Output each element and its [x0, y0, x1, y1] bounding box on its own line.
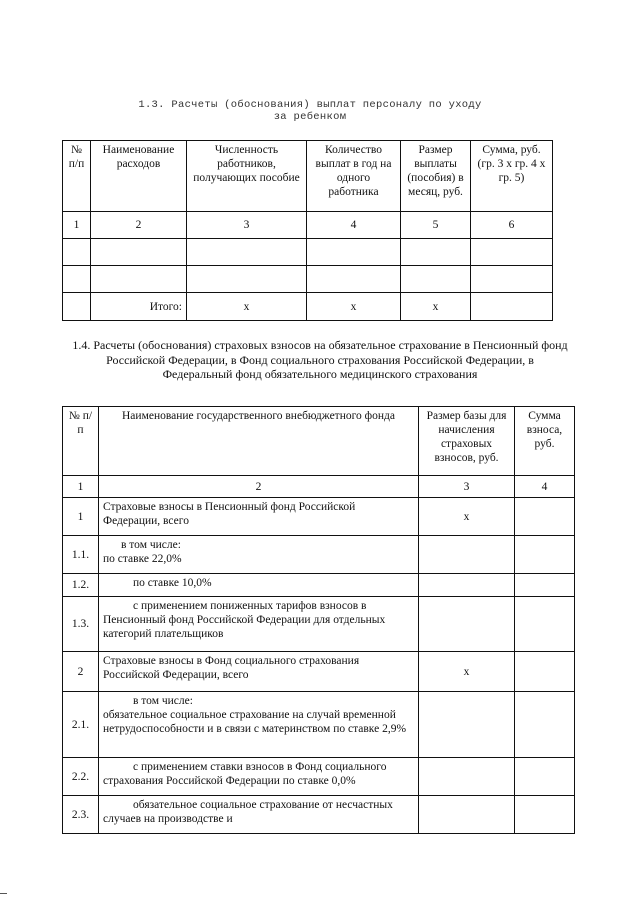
header-cell: № п/п — [63, 407, 99, 476]
cell — [63, 293, 91, 321]
row-number: 1.1. — [63, 536, 99, 574]
base-cell — [419, 796, 515, 834]
table-row — [63, 498, 575, 536]
amount-cell — [515, 652, 575, 692]
cell — [187, 239, 307, 266]
column-number: 1 — [63, 212, 91, 239]
base-cell — [419, 758, 515, 796]
fund-name: Страховые взносы в Фонд социального страхования Российской Федерации, всего — [99, 652, 419, 692]
insurance-contributions-table — [62, 406, 575, 834]
total-row — [63, 293, 553, 321]
column-number: 4 — [307, 212, 401, 239]
cell — [401, 239, 471, 266]
header-cell: Количество выплат в год на одного работника — [307, 141, 401, 212]
row-number: 2.3. — [63, 796, 99, 834]
column-number: 4 — [515, 476, 575, 498]
row-number: 2 — [63, 652, 99, 692]
amount-cell — [515, 758, 575, 796]
total-cell: х — [401, 293, 471, 321]
table-row — [63, 574, 575, 597]
header-cell: Наименование государственного внебюджетного фонда — [99, 407, 419, 476]
cell — [307, 266, 401, 293]
total-label: Итого: — [91, 293, 187, 321]
base-cell — [419, 597, 515, 652]
scan-edge-mark — [0, 893, 7, 894]
cell — [187, 266, 307, 293]
base-cell: х — [419, 652, 515, 692]
header-cell: Численность работников, получающих пособие — [187, 141, 307, 212]
column-number: 6 — [471, 212, 553, 239]
fund-name-line: по ставке 22,0% — [103, 553, 182, 565]
amount-cell — [515, 796, 575, 834]
base-cell — [419, 574, 515, 597]
cell — [63, 266, 91, 293]
table-row — [63, 597, 575, 652]
amount-cell — [515, 536, 575, 574]
row-number: 1.2. — [63, 574, 99, 597]
amount-cell — [515, 574, 575, 597]
fund-name-line: по ставке 10,0% — [133, 577, 212, 589]
header-cell: № п/п — [63, 141, 91, 212]
table-row — [63, 692, 575, 758]
table-header-row — [63, 141, 553, 212]
fund-name: обязательное социальное страхование от несчастных случаев на производстве и — [99, 796, 419, 834]
amount-cell — [515, 597, 575, 652]
fund-name — [99, 536, 419, 574]
amount-cell — [515, 692, 575, 758]
table-row — [63, 266, 553, 293]
amount-cell — [515, 498, 575, 536]
table-row — [63, 758, 575, 796]
fund-name-line: в том числе: — [121, 539, 181, 551]
header-cell: Сумма взноса, руб. — [515, 407, 575, 476]
heading-line-1: 1.3. Расчеты (обоснования) выплат персоналу по уходу — [138, 99, 482, 111]
base-cell — [419, 692, 515, 758]
section-1-4-heading: 1.4. Расчеты (обоснования) страховых взносов на обязательное страхование в Пенсионный фонд Российской Федерации, в Фонд социального страхования Российской Федерации, в Федеральный фонд обязательного медицинского страхования — [72, 338, 568, 381]
column-number: 3 — [187, 212, 307, 239]
column-number: 1 — [63, 476, 99, 498]
row-number: 2.1. — [63, 692, 99, 758]
row-number: 1 — [63, 498, 99, 536]
total-cell: х — [187, 293, 307, 321]
column-number: 5 — [401, 212, 471, 239]
table-row — [63, 536, 575, 574]
row-number: 1.3. — [63, 597, 99, 652]
fund-name-line: обязательное социальное страхование на случай временной нетрудоспособности и в связи с материнством по ставке 2,9% — [103, 709, 407, 735]
header-cell: Наименование расходов — [91, 141, 187, 212]
table-header-row — [63, 407, 575, 476]
cell — [91, 239, 187, 266]
header-cell: Размер базы для начисления страховых взносов, руб. — [419, 407, 515, 476]
column-number: 3 — [419, 476, 515, 498]
fund-name-line: в том числе: — [133, 695, 193, 707]
cell — [307, 239, 401, 266]
fund-name — [99, 692, 419, 758]
fund-name: с применением ставки взносов в Фонд социального страхования Российской Федерации по ставке 0,0% — [99, 758, 419, 796]
section-1-3-heading — [60, 99, 560, 123]
cell — [471, 239, 553, 266]
header-cell: Сумма, руб. (гр. 3 х гр. 4 х гр. 5) — [471, 141, 553, 212]
cell — [401, 266, 471, 293]
table-row — [63, 652, 575, 692]
fund-name: с применением пониженных тарифов взносов в Пенсионный фонд Российской Федерации для отдельных категорий плательщиков — [99, 597, 419, 652]
header-cell: Размер выплаты (пособия) в месяц, руб. — [401, 141, 471, 212]
column-number-row — [63, 476, 575, 498]
childcare-payments-table — [62, 140, 553, 321]
column-number: 2 — [99, 476, 419, 498]
column-number: 2 — [91, 212, 187, 239]
row-number: 2.2. — [63, 758, 99, 796]
fund-name — [99, 574, 419, 597]
total-cell: х — [307, 293, 401, 321]
cell — [471, 293, 553, 321]
cell — [63, 239, 91, 266]
column-number-row — [63, 212, 553, 239]
cell — [471, 266, 553, 293]
table-row — [63, 239, 553, 266]
base-cell — [419, 536, 515, 574]
base-cell: х — [419, 498, 515, 536]
table-row — [63, 796, 575, 834]
cell — [91, 266, 187, 293]
heading-line-2: за ребенком — [273, 111, 347, 123]
fund-name: Страховые взносы в Пенсионный фонд Российской Федерации, всего — [99, 498, 419, 536]
